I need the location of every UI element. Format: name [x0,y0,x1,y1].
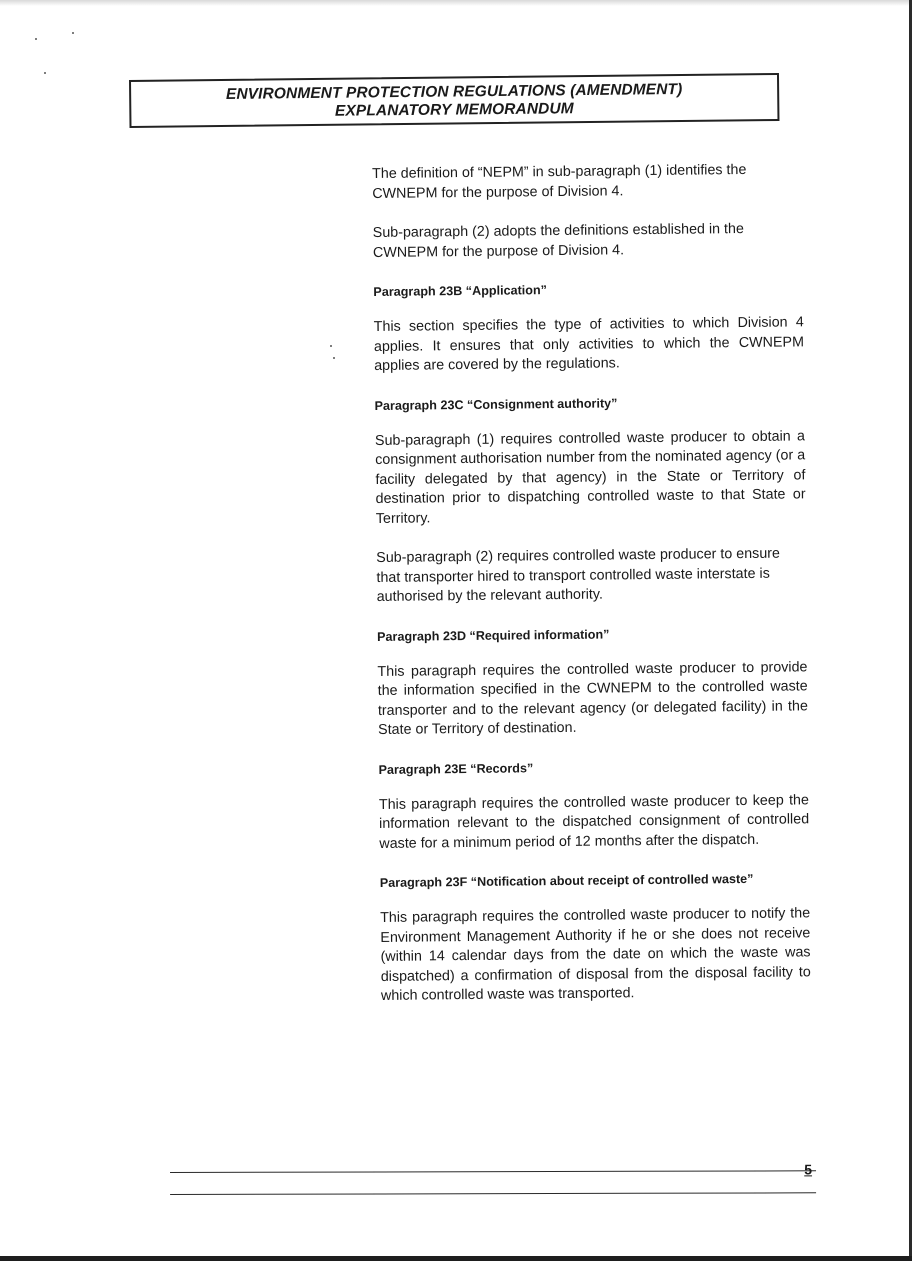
scan-speck [44,72,46,74]
section-heading: Paragraph 23D “Required information” [377,626,610,644]
page-footer [170,1160,816,1202]
document-body [372,160,811,1026]
body-paragraph: Sub-paragraph (2) requires controlled waste producer to ensure that transporter hired to transport controlled waste interstate is authorised by the relevant authority. [376,545,781,605]
scan-bottom-edge [0,1256,912,1261]
section-heading: Paragraph 23F “Notification about receipt of controlled waste” [379,871,754,890]
scan-speck [333,357,335,359]
body-paragraph: Sub-paragraph (1) requires controlled waste producer to obtain a consignment authorisation number from the nominated agency (or a facility delegated by that agency) in the State or Territory of destination prior to dispatching controlled waste to that State or Territory. [374,427,806,527]
document-header [129,73,779,128]
document-subtitle: EXPLANATORY MEMORANDUM [334,100,574,120]
body-paragraph: This paragraph requires the controlled waste producer to notify the Environment Management Authority if he or she does not receive (within 14 calendar days from the date on which the waste was dispatched) a confirmation of disposal from the disposal facility to which controlled waste was transported. [380,905,811,1004]
page-number: 5 [804,1161,813,1178]
section-heading: Paragraph 23B “Application” [373,283,548,299]
body-paragraph: The definition of “NEPM” in sub-paragraph (1) identifies the CWNEPM for the purpose of Division 4. [372,161,747,202]
scan-speck [330,345,332,347]
body-paragraph: Sub-paragraph (2) adopts the definitions established in the CWNEPM for the purpose of Division 4. [372,220,744,261]
body-paragraph: This paragraph requires the controlled waste producer to provide the information specified in the CWNEPM to the controlled waste transporter and to the relevant agency (or delegated facility) in the State or Territory of destination. [377,658,808,738]
scan-top-shadow [0,0,912,6]
scan-speck [72,32,74,34]
footer-rule-top [170,1170,816,1173]
footer-rule-bottom [170,1192,816,1195]
scan-speck [35,38,37,40]
body-paragraph: This paragraph requires the controlled waste producer to keep the information relevant to the dispatched consignment of controlled waste for a minimum period of 12 months after the dispatch. [378,791,810,852]
section-heading: Paragraph 23E “Records” [378,760,534,777]
document-title: ENVIRONMENT PROTECTION REGULATIONS (AMENDMENT) [225,81,683,103]
section-heading: Paragraph 23C “Consignment authority” [374,395,618,413]
body-paragraph: This section specifies the type of activities to which Division 4 applies. It ensures that only activities to which the CWNEPM applies are covered by the regulations. [373,314,805,374]
